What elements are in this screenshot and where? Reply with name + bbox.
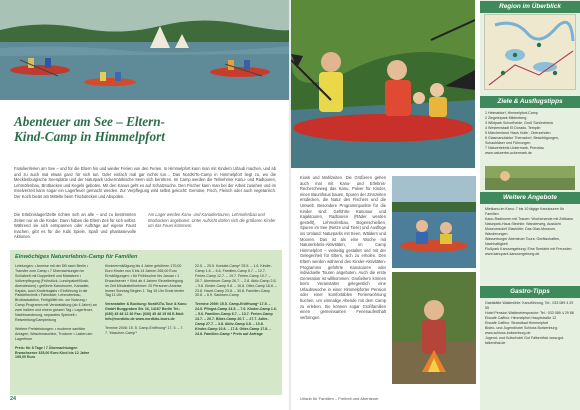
info-col-1 [15,264,97,360]
dates-2008: 22.5. – 25.5. Kontakt-Camp* 25.5. – 1.6. Kinder-Camp 1.6. – 6.6. Familien-Camp 5.7. – 12.7. Ferien-Camp 12.7. – 19.7. Ferien-Camp 19.7. – 26.7. Abenteuer-Camp 26.7. – 2.8. Aktiv-Camp 2.8. – 9.8. Kinder-Camp 9.8. – 16.8. Otter-Camp 16.8. – 23.8. Havel-Camp 23.8. – 30.8. Familien-Camp 30.8. – 6.9. Sachsen-Camp [195,264,277,298]
info-col-3 [195,264,277,337]
organizer-contact: Veranstalter & Buchung: NordKiTo-Tour & Kanu GmbH Burggraben Str. 16, 14167 Berlin Tel.: (030) 45 48 12 36 Fax: (030) 45 48 15 08 E-Mail: info@nordkito.de www.nordkito-tours.de [105,302,187,322]
gastro-item: Hotel Pension Waldmeiersprache: Tel.: 033 089 4 29 88 [485,311,574,315]
children-lake-photo [392,176,476,268]
gastro-item: Eiscafé Caffino: Himmelpfort Hauptstraße 12 [485,316,557,320]
boy-bonfire-photo [392,272,476,384]
info-col-2 [105,264,187,336]
page-number-left: 24 [10,396,16,402]
gastro-heading: Gastro-Tipps [480,286,580,298]
article-headline: Abenteuer am See – Eltern-Kind-Camp in Himmelpfort [14,114,165,144]
info-box-title: Einwöchiges Naturerlebnis-Camp für Familien [15,254,138,260]
region-map [484,14,576,90]
page-footer: Urlaub für Familien – Freiheit und Abenteuer [300,396,379,401]
offer-item: Wasserburger Abenteuer Tours: Gerätschaften, Nachhaltigkeit [485,237,561,246]
extra-services: Weitere Preisleistungen: • moderne sanitäre Anlagen, Waschmaschine, Trockner • Lasten am Lagerfeuer [15,326,93,341]
gastro-item: Jugend- und Kulturhotel Gut Falkenthal: www.gut-falkenthal.de [485,336,565,345]
excursions-heading: Ziele & Ausflugstipps [480,96,580,108]
gastro-item: Eiscafé Caffino: Strandbad Himmelpfort [485,321,549,325]
offers-list [485,207,577,257]
article-body-right: Kiosk und Mahlzeiten. Die Größeren gehen auch mal mit Kanu- und Erlebnis-Rechercheweg das Kanu, Pulver für Kinder, einen Baumhaus bauen, Spuren der Zinnzeiten entdecken, die Natur des Fischers und die Umwelt. Besondere Programmpunkte für die Kinder sind: Geführte Kanutour und Kajaktouren, Radtouren (Räder werden gestellt), Lehmofenbau, Bogenschießen, Spuren im See (Netze und Tiere) und Ausflüge ins Umland: Naturparks mit Seen, Wäldern und Mooren. Das ist als eine Woche mit Naturerlebnis-Aktivitäten, im Camp Himmelpfort – vielseitig gestaltet und mit der Gelegenheit für Eltern, sich zu erholen. Den Eltern werden während des Kinder-Aktivitäten-Programms geführte Kanutouren oder individuelle Touren angeboten. Auch die erste Generation ist willkommen: Großeltern können beim Veranstalter gelegentlich eine Urlaubswoche in einer Himmelpforter Pension oder einer komfortablen Ferienwohnung buchen, um einmalige Abende mit dem Camp zu erleben. Sie können sogar Großfamilien einen gemeinsamen Ferienaufenthalt verbringen. [300,175,386,320]
photo-caption: Am Lager werden Kanu- und Kanadiertouren, Lehmofenbau und Brotbacken angeboten. Unter Aufsicht dürfen sich die größeren Kinder um das Feuer kümmern. [148,212,276,229]
services-list: Leistungen: • Anreise mit der DB nach Berlin • Transfer zum Camp • 7 Übernachtungen im Schlafzelt mit Doppelbett und Matratzen • Vollverpflegung (Frühstück, Lunchpaket/Kiosk, Abendessen) • geführte Kanutouren, Kanadier, Kajaks, auch Kinderkajaks • Einführung in die Paddeltechnik • Fahrräder, Lehmofenbau, Brotbackaktion, Fertiglöffel etc. zur Nutzung • Camp-Programm mit Veranstaltung (ab 4 Jahre) an zwei halben und einem ganzen Tag • Lagerfeuer, Nachtwanderung, separates Spielzelt • Reiseleitung/Campleitung [15,264,97,322]
excursion-item: 3 Wildpark Schorfheide, Groß Schönebeck [485,121,554,125]
offer-item: Museumsdorf Glashütte: Das Glas-Museum, Wanderungen [485,227,556,236]
region-sidebar [480,0,580,410]
article-body-left: Die Erlebnislager/Zelte richten sich an alle – und zu bestimmten Zeiten nur an die Kinder. Dann haben die Eltern Zeit für sich selbst. Während sie sich entspannen oder Aufträge auf eigene Faust machen, gibt es für die Kids Spiele, Spaß und phantasievolle Aktionen. [14,212,136,240]
excursion-link[interactable]: www.naturerbe-uckermark.de [485,151,532,155]
camp-info-box [10,250,282,395]
offer-item: Floßpark Kanuumgebung: Eine Seefahrt mit Freunden [485,247,572,251]
offer-item: Naturpark-Haus Stechlin: Wanderweg, Aussicht [485,222,561,226]
offers-heading: Weitere Angebote [480,192,580,204]
excursion-item: 7 Naturerlebnis Uckermark, Prenzlau [485,146,544,150]
article-lead: Familienferien am See – und für die Eltern hin und wieder Ferien von den Ferien. In Himmelpfort kann man mit Kindern Urlaub machen, und ab und zu auch mal etwas ganz für sich tun. Oder einfach mal gar nichts tun… Das NordKiTo-Camp in Himmelpfort liegt zu, wo die Mecklenburgische Seenplatte und der Naturpark Uckermärkische Seen sich berühren. Im Camp werden die Teilnehmer Kanu- und Radtouren, Lehmöfenbau, Brotbacken und Kegeln geboten. Mit den Kanus geht es auf Schatzsuche. Den Fischer kann man bei der Arbeit zusehen und im Inselverzeit kann sogar ein Lagerfeuer gemacht werden. Zur Verpflegung wird selbst gekocht: Gemüse, Fisch, Fleisch oder auch vegetarisch. Der Koch bietet am Mittelte beim Tischdecken und Abspülen. [14,166,276,199]
excursion-item: 2 Ziegeleipark Mildenberg [485,116,527,120]
dates-2008-start: Termine 2008: 15. 5. Camp-Eröffnung* 17. 5. – 7. 7. 'Maschen-Camp'* [105,325,184,335]
discount-info: Kinderermäßigung bis 4 Jahre gebühren 170,00 Euro Kinder von 5 bis 14 Jahren 265,00 Euro Ermäßigungen: • für Frühbucher bis Januar • 1 Erwachsener + Kind ab 4 Jahren Einzelbelegung im Zelt Mindestteilnehmer: 20 Personen Anreise immer Sonntag Beginn 1. Tag 15 Uhr Ende letzter Tag 11 Uhr [105,264,185,298]
gastro-item: Bistro- und Jugendhotel Schloss Boitzenburg: www.schloss-boitzenburg.de [485,326,558,335]
dates-2009: Termine 2009: 15.5. Camp-Eröffnung* 17.5. – 24.5. Pfingst-Camp 24.5. – 7.6. Kinder-Camp 1.6. – 5.6. Familien-Camp 6.7. – 13.7. Ferien-Camp 13.7. – 20.7. Biber-Camp 20.7. – 27.7. Adler-Camp 27.7. – 3.8. Aktiv-Camp 3.8. – 10.8. Kinder-Camp 10.8. – 17.8. Otter-Camp 17.8. – 24.8. Familien-Camp * Preis auf Anfrage [195,302,277,336]
gastro-item: Gaststätte Waldmühle: Kanuführung, Tel.: 033 089 4 29 55 [485,301,574,310]
excursion-item: 4 Westernstadt El Dorado, Templin [485,126,541,130]
region-heading: Region im Überblick [480,1,580,13]
offer-link[interactable]: www.kanupark-kanuumgebung.de [485,252,540,256]
offer-item: Mietkanu im Kanu: 7 bis 10 tägige Kanutouren für Familien [485,207,564,216]
excursions-list [485,111,577,156]
sidebar-photo [485,166,575,190]
gastro-list [485,301,577,346]
excursion-item: 1 Heimatdorf, Himmelpfort-Camp [485,111,538,115]
family-canoe-photo [291,0,475,168]
excursion-item: 5 Märchenland 'Haus Holle', Oberzehden [485,131,551,135]
canoe-lake-photo [0,0,290,100]
offer-item: Kanu-Radtouren mit Trauen: Wochenende mit Zeltkanu [485,217,574,221]
excursion-item: 6 Glasmanufaktur Themsdorf, Besichtigungen, Schaubläser und Führungen [485,136,560,145]
price-info: Preis: für 8 Tage / 7 Übernachtungen Erwachsener 325,00 Euro Kind bis 12 Jahre 195,00 Euro [15,345,90,360]
